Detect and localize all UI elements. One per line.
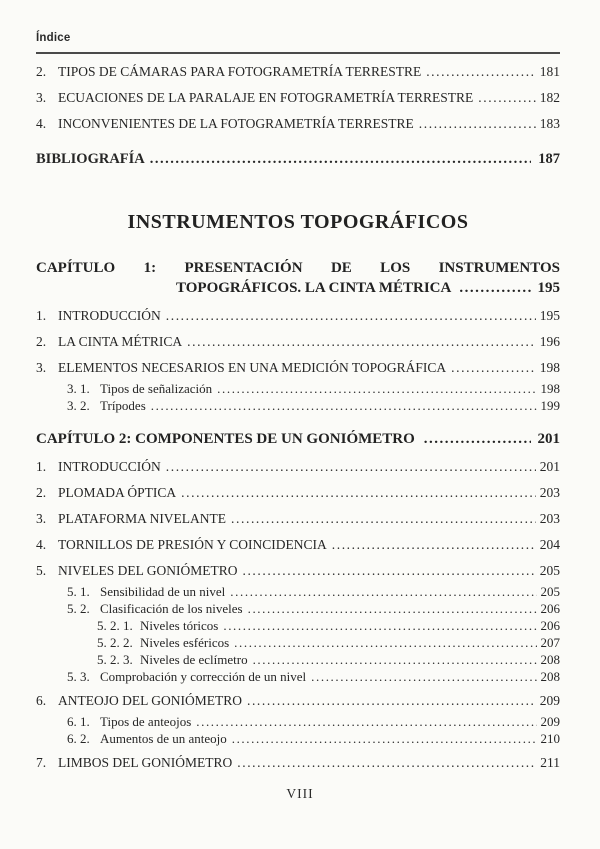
chapter-2-label: CAPÍTULO 2: (36, 431, 132, 447)
dot-leader (426, 64, 536, 80)
toc-entry-number: 1. (36, 459, 47, 474)
dot-leader (166, 308, 536, 324)
toc-entry (36, 459, 560, 475)
chapter-1-title-line1: PRESENTACIÓN DE LOS INSTRUMENTOS (184, 260, 561, 276)
toc-section-chapter-2 (36, 459, 560, 771)
toc-entry-number: 1. (36, 308, 47, 323)
toc-entry-title: Clasificación de los niveles (100, 601, 243, 616)
toc-entry-page: 208 (540, 652, 560, 667)
chapter-1-page: 195 (537, 280, 560, 296)
toc-entry-title: TIPOS DE CÁMARAS PARA FOTOGRAMETRÍA TERRESTRE (58, 64, 422, 79)
toc-entry (36, 334, 560, 350)
chapter-1-heading-line2 (176, 278, 560, 298)
dot-leader (230, 584, 536, 599)
toc-entry-page: 198 (540, 381, 560, 396)
toc-entry-number: 3. (36, 90, 47, 105)
toc-entry-page: 199 (540, 398, 560, 413)
dot-leader (451, 360, 536, 376)
page-number: VIII (286, 786, 314, 801)
toc-entry (36, 563, 560, 579)
toc-entry-page: 208 (540, 669, 560, 684)
toc-entry-page: 203 (539, 485, 560, 500)
toc-entry-page: 198 (539, 360, 560, 375)
toc-section-previous-chapter (36, 64, 560, 132)
toc-entry (36, 485, 560, 501)
toc-entry-number: 6. (36, 693, 47, 708)
dot-leader (253, 652, 537, 667)
dot-leader (424, 429, 531, 449)
toc-entry (36, 731, 560, 746)
chapter-1-title-line2: TOPOGRÁFICOS. LA CINTA MÉTRICA (176, 280, 452, 296)
toc-section-chapter-1 (36, 308, 560, 413)
toc-entry (36, 511, 560, 527)
toc-entry-page: 205 (540, 584, 560, 599)
toc-entry-title: NIVELES DEL GONIÓMETRO (58, 563, 238, 578)
toc-entry-page: 209 (539, 693, 560, 708)
toc-entry-page: 207 (540, 635, 560, 650)
toc-entry-title: PLOMADA ÓPTICA (58, 485, 177, 500)
chapter-2-heading (36, 429, 560, 449)
toc-entry (36, 360, 560, 376)
running-header (36, 32, 560, 54)
toc-entry (36, 537, 560, 553)
toc-entry-title: Trípodes (100, 398, 146, 413)
page-number-footer (0, 786, 600, 802)
toc-entry-title: ANTEOJO DEL GONIÓMETRO (58, 693, 242, 708)
toc-entry-number: 5. 1. (67, 584, 90, 599)
toc-entry-page: 206 (540, 601, 560, 616)
toc-entry (36, 714, 560, 729)
toc-entry-title: ECUACIONES DE LA PARALAJE EN FOTOGRAMETRÍA TERRESTRE (58, 90, 474, 105)
chapter-1-heading (36, 258, 560, 298)
toc-entry-number: 6. 1. (67, 714, 90, 729)
toc-entry-bibliography (36, 150, 560, 168)
dot-leader (187, 334, 536, 350)
chapter-1-heading-line1 (36, 258, 560, 278)
dot-leader (217, 381, 536, 396)
toc-entry-number: 4. (36, 116, 47, 131)
toc-entry-number: 5. (36, 563, 47, 578)
toc-entry-page: 210 (540, 731, 560, 746)
toc-entry-number: 2. (36, 334, 47, 349)
dot-leader (223, 618, 536, 633)
chapter-2-label-and-title (36, 429, 415, 449)
toc-entry (36, 64, 560, 80)
dot-leader (419, 116, 536, 132)
toc-entry-number: 5. 2. 1. (97, 618, 133, 633)
toc-entry-title: Niveles esféricos (140, 635, 230, 650)
dot-leader (332, 537, 536, 553)
toc-entry-page: 206 (540, 618, 560, 633)
toc-entry-number: 7. (36, 755, 47, 770)
header-rule (36, 52, 560, 54)
toc-entry (36, 381, 560, 396)
part-title: INSTRUMENTOS TOPOGRÁFICOS (127, 211, 469, 233)
toc-entry-title: INCONVENIENTES DE LA FOTOGRAMETRÍA TERRESTRE (58, 116, 414, 131)
toc-entry-number: 5. 2. 2. (97, 635, 133, 650)
toc-entry-title: Niveles tóricos (140, 618, 219, 633)
toc-entry-page: 211 (540, 755, 560, 770)
toc-entry-number: 3. 2. (67, 398, 90, 413)
toc-entry-page: 195 (539, 308, 560, 323)
toc-entry-page: 196 (539, 334, 560, 349)
dot-leader (247, 693, 536, 709)
dot-leader (231, 511, 536, 527)
toc-entry (36, 584, 560, 599)
dot-leader (181, 485, 536, 501)
toc-entry-number: 5. 2. 3. (97, 652, 133, 667)
toc-entry (36, 635, 560, 650)
toc-entry-page: 203 (539, 511, 560, 526)
dot-leader (150, 150, 531, 168)
toc-entry-page: 205 (539, 563, 560, 578)
toc-entry (36, 116, 560, 132)
toc-entry-title: Aumentos de un anteojo (100, 731, 227, 746)
dot-leader (237, 755, 536, 771)
chapter-2-page: 201 (537, 431, 560, 447)
toc-entry-number: 3. (36, 511, 47, 526)
toc-entry-number: 2. (36, 64, 47, 79)
toc-entry-number: 5. 2. (67, 601, 90, 616)
dot-leader (459, 278, 530, 298)
toc-entry-number: 3. 1. (67, 381, 90, 396)
toc-entry-title: INTRODUCCIÓN (58, 459, 161, 474)
dot-leader (151, 398, 537, 413)
toc-entry-number: 4. (36, 537, 47, 552)
toc-entry-page: 181 (539, 64, 560, 79)
toc-entry (36, 652, 560, 667)
dot-leader (311, 669, 536, 684)
toc-entry-title: LIMBOS DEL GONIÓMETRO (58, 755, 233, 770)
toc-entry (36, 618, 560, 633)
toc-entry-page: 204 (539, 537, 560, 552)
toc-entry-title: Tipos de señalización (100, 381, 213, 396)
toc-entry-page: 183 (539, 116, 560, 131)
toc-entry-page: 201 (539, 459, 560, 474)
toc-entry (36, 755, 560, 771)
dot-leader (196, 714, 536, 729)
dot-leader (234, 635, 536, 650)
chapter-1-label: CAPÍTULO 1: (36, 260, 157, 276)
toc-entry-title: TORNILLOS DE PRESIÓN Y COINCIDENCIA (58, 537, 327, 552)
toc-entry-title: PLATAFORMA NIVELANTE (58, 511, 227, 526)
toc-entry-number: 5. 3. (67, 669, 90, 684)
toc-entry-page: 182 (539, 90, 560, 105)
toc-entry (36, 90, 560, 106)
dot-leader (166, 459, 536, 475)
toc-entry-number: 3. (36, 360, 47, 375)
toc-entry (36, 693, 560, 709)
dot-leader (478, 90, 535, 106)
toc-entry-title: BIBLIOGRAFÍA (36, 151, 145, 167)
running-header-title: Índice (36, 32, 71, 44)
dot-leader (232, 731, 537, 746)
toc-entry (36, 669, 560, 684)
toc-entry-title: INTRODUCCIÓN (58, 308, 161, 323)
toc-entry-title: Sensibilidad de un nivel (100, 584, 226, 599)
toc-entry-title: Niveles de eclímetro (140, 652, 248, 667)
toc-entry-title: ELEMENTOS NECESARIOS EN UNA MEDICIÓN TOPOGRÁFICA (58, 360, 447, 375)
toc-entry (36, 398, 560, 413)
chapter-2-title: COMPONENTES DE UN GONIÓMETRO (135, 431, 415, 447)
toc-entry-page: 209 (540, 714, 560, 729)
toc-entry-title: LA CINTA MÉTRICA (58, 334, 183, 349)
dot-leader (242, 563, 535, 579)
toc-entry-number: 6. 2. (67, 731, 90, 746)
dot-leader (248, 601, 537, 616)
toc-entry-page: 187 (538, 151, 560, 167)
toc-entry-title: Tipos de anteojos (100, 714, 192, 729)
toc-entry (36, 308, 560, 324)
toc-entry-number: 2. (36, 485, 47, 500)
toc-entry (36, 601, 560, 616)
toc-entry-title: Comprobación y corrección de un nivel (100, 669, 307, 684)
